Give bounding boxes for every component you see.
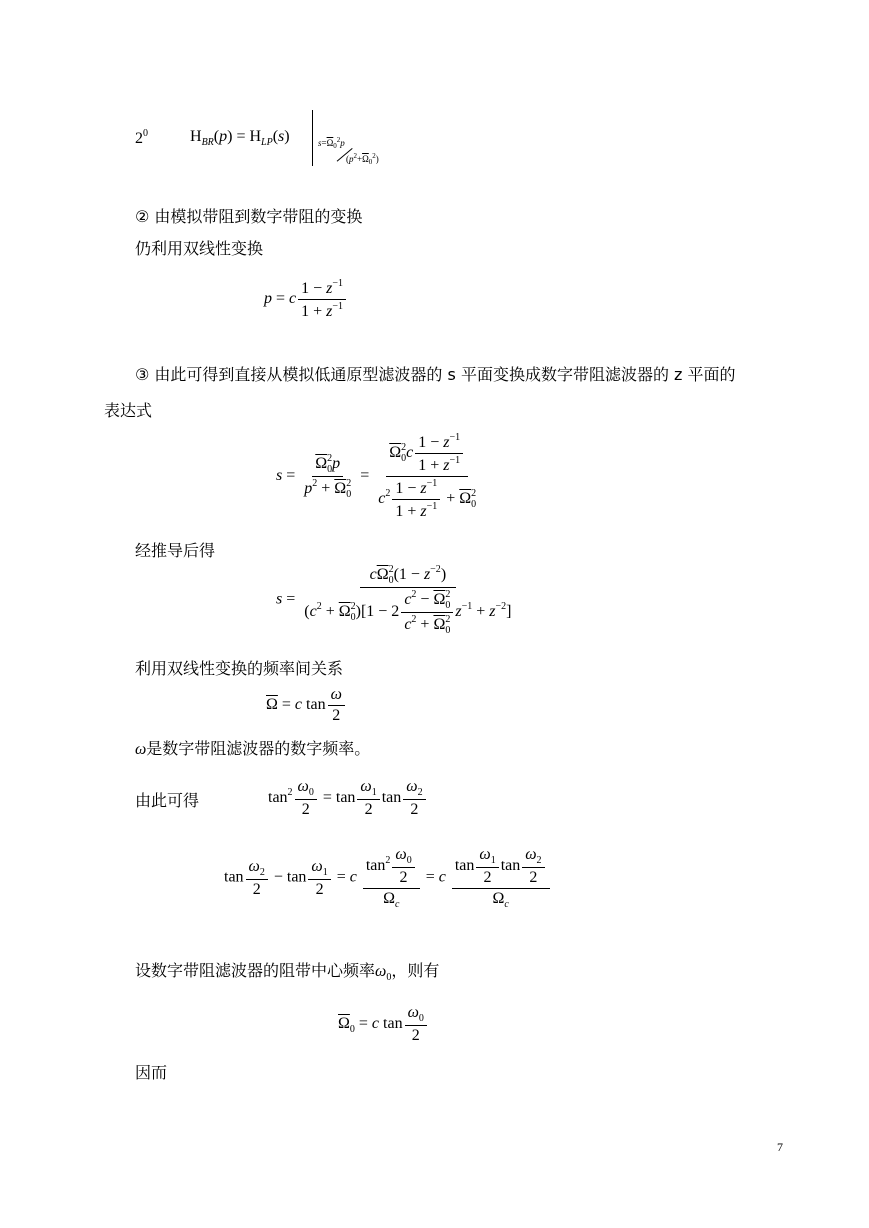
center-freq-suffix: ，则有 [391, 961, 440, 980]
formula-bilinear: p = c $\frac{1 - z^{-1}}{1 + z^{-1}}$ [264, 278, 348, 321]
center-freq-line: 设数字带阻滤波器的阻带中心频率$\omega_0$，则有 [135, 961, 440, 983]
section-3-heading: ③ 由此可得到直接从模拟低通原型滤波器的 s 平面变换成数字带阻滤波器的 z 平面的 [135, 365, 736, 384]
formula-omega0: $\overline{\Omega}_0 = c$ tan $\frac{\omega_0}{2}$ [338, 1004, 429, 1045]
step-2-superscript: 0 [143, 128, 148, 139]
formula-s-expression: s = $\frac{\overline{\Omega}_0^2p}{p^2 + \overline{\Omega}_0^2}$ = $\overline{\Omega}_0^2c$ $\frac{1 - z^{-1}}{1 + z^{-1}}$ $c^2$ $\frac{1 - z^{-1}}{1 + z^{-1}}$ + $\overline{\Omega}_0^2$ [276, 432, 477, 520]
step-2-number: 2 [135, 130, 143, 147]
hence-text: 由此可得 [135, 791, 200, 810]
bilinear-transform-text: 仍利用双线性变换 [135, 239, 264, 258]
formula-s-derived: s = $c\overline{\Omega}_0^2(1 - z^{-2})$ $(c^2 + \overline{\Omega}_0^2)[1 - 2$ $\frac{c^2 - \overline{\Omega}_0^2}{c^2 + \overline{\Omega}_0^2}$ $z^{-1} + z^{-2}$] [276, 564, 512, 636]
formula-hbr: $H_{BR}(p) = H_{LP}(s)$ [190, 128, 290, 148]
formula-omega-relation: $\overline{\Omega} = c$ tan $\frac{\omega}{2}$ [266, 686, 347, 725]
omega-description: ω是数字带阻滤波器的数字频率。 [135, 739, 371, 758]
therefore-text: 因而 [135, 1063, 168, 1082]
evaluation-bar [312, 110, 313, 166]
center-freq-text: 设数字带阻滤波器的阻带中心频率 [135, 961, 376, 980]
page-number: 7 [777, 1140, 783, 1154]
evaluation-denominator: $(p^2+\overline{\Omega}_0^2)$ [346, 152, 379, 166]
section-3-heading-cont: 表达式 [104, 401, 153, 420]
freq-relation-text: 利用双线性变换的频率间关系 [135, 659, 344, 678]
omega-description-text: 是数字带阻滤波器的数字频率。 [146, 739, 371, 758]
evaluation-subscript: $s=\overline{\Omega}_0^2p$ [318, 136, 345, 150]
formula-tan-squared: $\tan^2$ $\frac{\omega_0}{2}$ = tan $\frac{\omega_1}{2}$ tan $\frac{\omega_2}{2}$ [268, 778, 428, 819]
step-2-label [135, 128, 148, 148]
derived-text: 经推导后得 [135, 541, 216, 560]
section-2-heading: ② 由模拟带阻到数字带阻的变换 [135, 207, 363, 226]
formula-tan-difference: tan $\frac{\omega_2}{2}$ − tan $\frac{\omega_1}{2}$ = c $\tan^2$ $\frac{\omega_0}{2}$ $\Omega_c$ = c tan $\frac{\omega_1}{2}$ tan $\frac{\omega_2}{2}$ $\Omega_c$ [224, 846, 552, 910]
